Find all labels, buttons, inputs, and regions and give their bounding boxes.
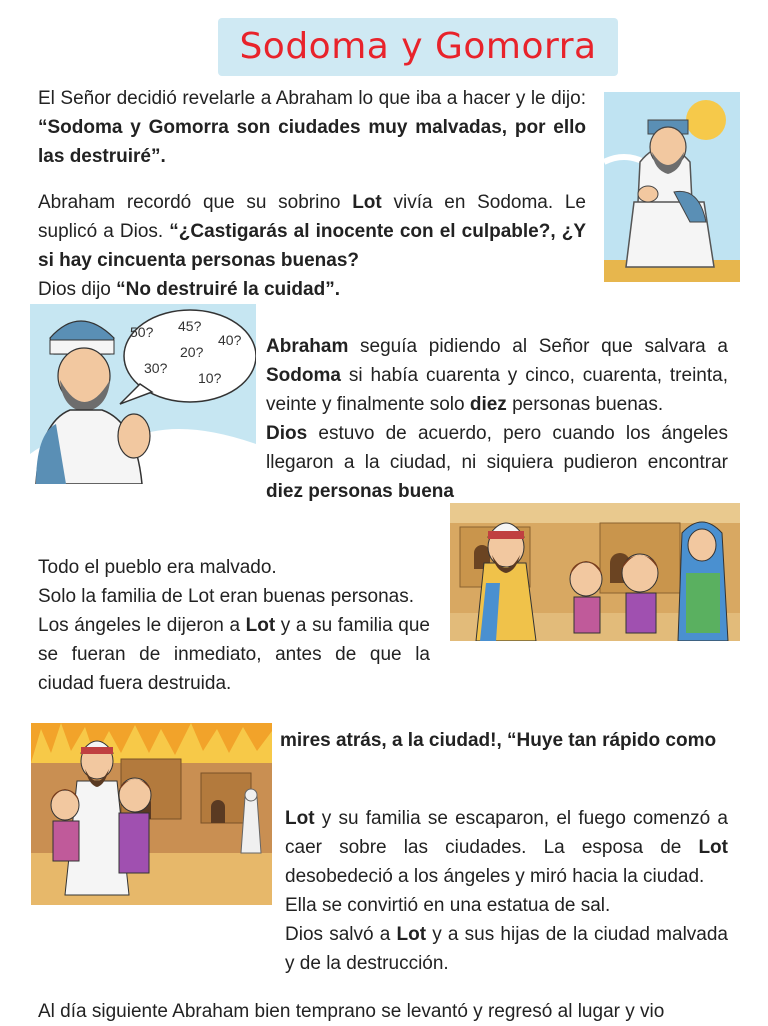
number-45: 45? [178,318,202,334]
lot-family-city-illustration [450,503,740,641]
number-50: 50? [130,324,154,340]
page-title: Sodoma y Gomorra [239,26,597,67]
word-diez: diez [469,394,507,415]
name-lot: Lot [698,837,728,858]
paragraph-2-text-3: Dios dijo [38,279,117,300]
number-20: 20? [180,344,204,360]
paragraph-3-text-2: si había cuarenta y cinco, cuarenta, treinta, veinte y finalmente solo [266,365,728,415]
paragraph-4 [38,553,430,698]
paragraph-6-text-3: Ella se convirtió en una estatua de sal. [285,895,611,916]
abraham-bargaining-illustration [30,304,256,484]
paragraph-2-text-2: vivía en Sodoma. Le suplicó a Dios. [38,192,587,242]
paragraph-3-text-4: estuvo de acuerdo, pero cuando los ángeles llegaron a la ciudad, ni siquiera pudieron encontrar [266,423,728,473]
number-10: 10? [198,370,222,386]
name-abraham: Abraham [266,336,349,357]
paragraph-6 [285,804,728,978]
number-40: 40? [218,332,242,348]
paragraph-5-partial [280,726,740,755]
paragraph-4-line-1: Todo el pueblo era malvado. [38,557,277,578]
paragraph-6-text-1: y su familia se escaparon, el fuego comenzó a caer sobre las ciudades. La esposa de [285,808,728,858]
paragraph-6-text-4: Dios salvó a [285,924,397,945]
name-lot: Lot [396,924,427,945]
paragraph-1 [38,84,586,171]
number-30: 30? [144,360,168,376]
paragraph-1-intro: El Señor decidió revelarle a Abraham lo que iba a hacer y le dijo: [38,88,586,109]
name-lot: Lot [245,615,276,636]
paragraph-3-tail: diez personas buena [266,481,454,502]
name-lot: Lot [352,192,382,213]
paragraph-3-text-1: seguía pidiendo al Señor que salvara a [348,336,728,357]
paragraph-3 [266,332,728,506]
paragraph-1-quote: “Sodoma y Gomorra son ciudades muy malvadas, por ello las destruiré”. [38,117,586,167]
name-lot: Lot [285,808,315,829]
name-dios: Dios [266,423,308,444]
paragraph-6-text-5: y a sus hijas de la ciudad malvada y de la destrucción. [285,924,728,974]
paragraph-4-text-2: y a su familia que se fueran de inmediato, antes de que la ciudad fuera destruida. [38,615,430,694]
paragraph-7: Al día siguiente Abraham bien temprano se levantó y regresó al lugar y vio [38,1001,665,1022]
paragraph-2-quote: “¿Castigarás al inocente con el culpable?, ¿Y si hay cincuenta personas buenas? [38,221,586,271]
abraham-praying-illustration [604,92,740,282]
paragraph-4-text-1: Los ángeles le dijeron a [38,615,246,636]
paragraph-5-line: mires atrás, a la ciudad!, “Huye tan rápido como [280,730,717,751]
name-sodoma: Sodoma [266,365,341,386]
paragraph-3-text-3: personas buenas. [506,394,664,415]
paragraph-2-text-1: Abraham recordó que su sobrino [38,192,353,213]
paragraph-6-text-2: desobedeció a los ángeles y miró hacia la ciudad. [285,866,705,887]
escape-burning-city-illustration [31,723,272,905]
paragraph-2 [38,188,586,304]
paragraph-2-quote-2: “No destruiré la cuidad”. [116,279,340,300]
paragraph-4-line-2: Solo la familia de Lot eran buenas personas. [38,586,415,607]
